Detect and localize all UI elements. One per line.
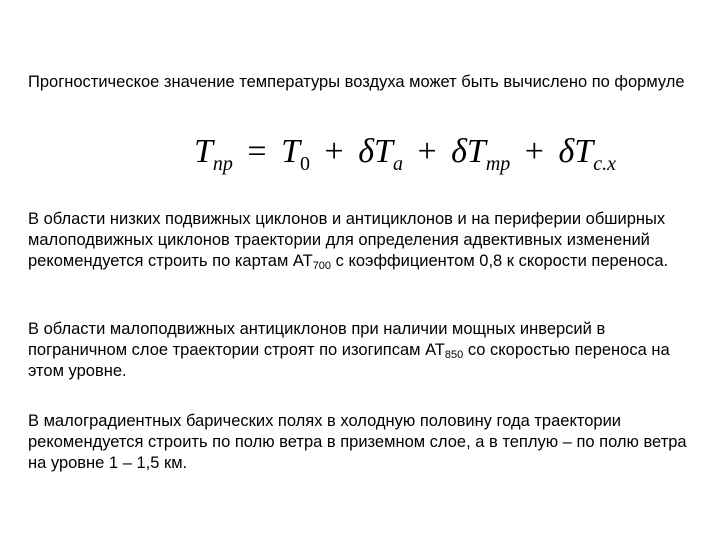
formula-d3-var: δT [558, 133, 594, 170]
para1-text-before: В области низких подвижных циклонов и антициклонов и на периферии обширных малоподвижных циклонов траектории для определения адвективных изменений рекомендуется строить по картам АТ [28, 210, 666, 270]
temperature-formula [194, 127, 616, 177]
formula-d2-var: δT [451, 133, 486, 170]
formula-t0-sub: 0 [300, 153, 311, 175]
formula-lhs-var: T [194, 133, 213, 170]
para2-level-sub: 850 [444, 349, 464, 361]
formula-d1-sub: а [392, 153, 403, 175]
formula-plus-2: + [417, 133, 437, 170]
formula-lhs-sub: пр [212, 153, 233, 175]
paragraph-low-mobile-cyclones [28, 209, 698, 272]
formula-d3-sub: с.х [593, 153, 616, 175]
para1-text-after: с коэффициентом 0,8 к скорости переноса. [331, 252, 669, 270]
intro-text: Прогностическое значение температуры воздуха может быть вычислено по формуле [28, 73, 685, 91]
formula-t0-var: T [281, 133, 301, 170]
formula-plus-1: + [324, 133, 344, 170]
formula-equals: = [247, 133, 267, 170]
intro-paragraph [28, 72, 698, 93]
para2-text-after: со скоростью переноса на этом уровне. [28, 341, 670, 380]
para1-level-sub: 700 [312, 260, 332, 272]
para2-text-before: В области малоподвижных антициклонов при наличии мощных инверсий в пограничном слое траектории строят по изогипсам АТ [28, 320, 606, 359]
formula-d1-var: δT [358, 133, 393, 170]
paragraph-anticyclones [28, 319, 698, 382]
paragraph-low-gradient-fields [28, 411, 698, 474]
formula-d2-sub: тр [485, 153, 511, 175]
para3-text: В малоградиентных барических полях в холодную половину года траектории рекомендуется строить по полю ветра в приземном слое, а в теплую – по полю ветра на уровне 1 – 1,5 км. [28, 412, 687, 472]
formula-plus-3: + [524, 133, 544, 170]
